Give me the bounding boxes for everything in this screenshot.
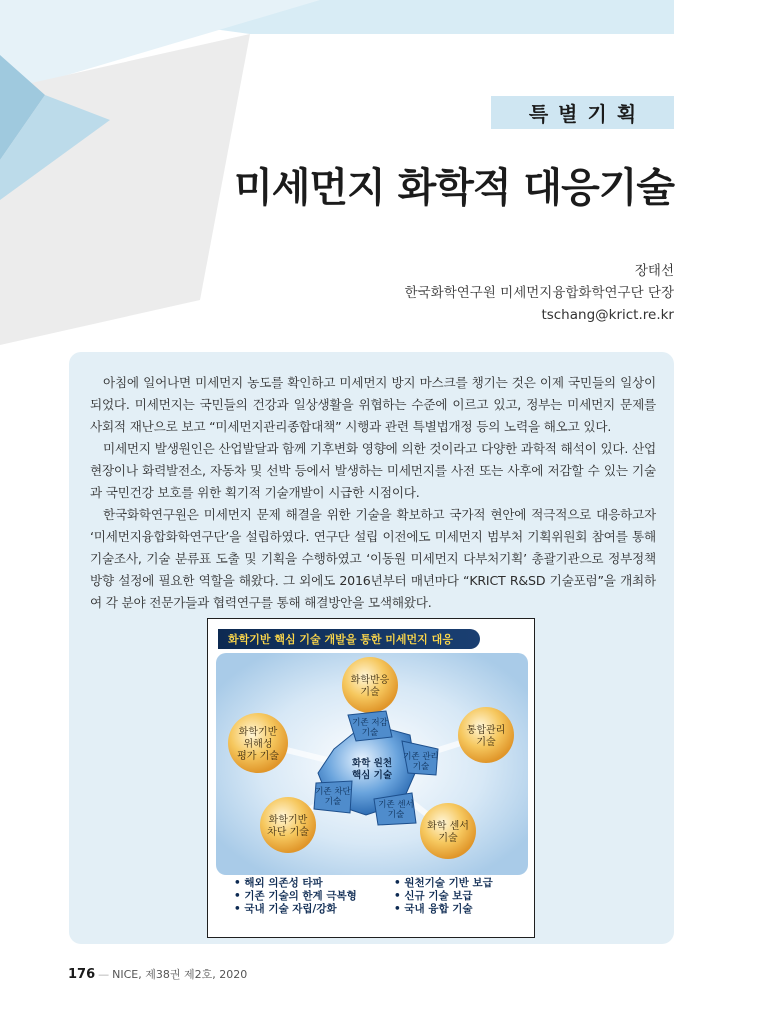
node-label: 기술 [438, 833, 458, 844]
author-affiliation: 한국화학연구원 미세먼지융합화학연구단 단장 [404, 285, 674, 301]
paragraph: 미세먼지 발생원인은 산업발달과 함께 기후변화 영향에 의한 것이라고 다양한 과학적 해석이 있다. 산업 현장이나 화력발전소, 자동차 및 선박 등에서 발생하는 미세먼지를 사전 또는 사후에 저감할 수 있는 기술과 국민건강 보호를 위한 획기적 기술개발이 시급한 시점이다. [90, 441, 656, 500]
paragraph: 아침에 일어나면 미세먼지 농도를 확인하고 미세먼지 방지 마스크를 챙기는 것은 이제 국민들의 일상이 되었다. 미세먼지는 국민들의 건강과 일상생활을 위협하는 수준에 이르고 있고, 정부는 미세먼지 문제를 사회적 재난으로 보고 “미세먼지관리종합대책” 시행과 관련 특별법개정 등의 노력을 해오고 있다. [90, 375, 656, 434]
figure-illustration [216, 653, 528, 875]
core-piece-label: 기존 관리 [403, 752, 439, 762]
section-tag: 특별기획 [491, 96, 674, 129]
bullet-item: • 원천기술 기반 보급 [394, 877, 493, 890]
bullet-item: • 기존 기술의 한계 극복형 [234, 890, 357, 903]
node-label: 기술 [476, 737, 496, 748]
author-name: 장태선 [634, 263, 674, 279]
core-piece-label: 기술 [324, 797, 342, 807]
core-piece-label: 기존 차단 [315, 787, 351, 797]
page-number: 176 [68, 967, 96, 982]
figure-banner: 화학기반 핵심 기술 개발을 통한 미세먼지 대응 [218, 629, 480, 649]
figure-bullets-left [234, 877, 357, 916]
author-block [405, 260, 674, 326]
body-text [90, 372, 656, 614]
node-label: 차단 기술 [267, 827, 309, 838]
bullet-item: • 국내 융합 기술 [394, 903, 493, 916]
figure-diagram [207, 618, 535, 938]
figure-bullets-right [394, 877, 493, 916]
publication-info: NICE, 제38권 제2호, 2020 [112, 968, 248, 981]
page-footer [68, 966, 247, 982]
node-label: 위해성 [243, 739, 273, 750]
node-label: 화학기반 [238, 727, 278, 738]
bullet-item: • 신규 기술 보급 [394, 890, 493, 903]
author-email: tschang@krict.re.kr [541, 307, 674, 323]
node-label: 화학반응 [350, 675, 390, 686]
paragraph: 한국화학연구원은 미세먼지 문제 해결을 위한 기술을 확보하고 국가적 현안에 적극적으로 대응하고자 ‘미세먼지융합화학연구단’을 설립하였다. 연구단 설립 이전에도 미세먼지 범부처 기획위원회 참여를 통해 기술조사, 기술 분류표 도출 및 기획을 수행하였고 ‘이동원 미세먼지 다부처기획’ 총괄기관으로 정부정책 방향 설정에 필요한 역할을 해왔다. 그 외에도 2016년부터 매년마다 “KRICT R&SD 기술포럼”을 개최하여 각 분야 전문가들과 협력연구를 통해 해결방안을 모색해왔다. [90, 507, 656, 610]
core-center-label: 화학 원천 [351, 758, 393, 769]
node-label: 통합관리 [466, 725, 506, 736]
core-piece-label: 기존 센서 [378, 800, 414, 810]
footer-separator: — [98, 968, 110, 981]
article-title: 미세먼지 화학적 대응기술 [234, 165, 674, 211]
core-piece-label: 기존 저감 [352, 718, 388, 728]
node-label: 평가 기술 [237, 751, 279, 762]
node-label: 화학 센서 [427, 821, 469, 832]
core-piece-label: 기술 [387, 810, 405, 820]
bullet-item: • 국내 기술 자립/강화 [234, 903, 357, 916]
bullet-item: • 해외 의존성 타파 [234, 877, 357, 890]
core-center-label: 핵심 기술 [351, 770, 393, 781]
core-piece-label: 기술 [361, 728, 379, 738]
core-piece-label: 기술 [412, 762, 430, 772]
node-label: 기술 [360, 687, 380, 698]
node-label: 화학기반 [268, 815, 308, 826]
